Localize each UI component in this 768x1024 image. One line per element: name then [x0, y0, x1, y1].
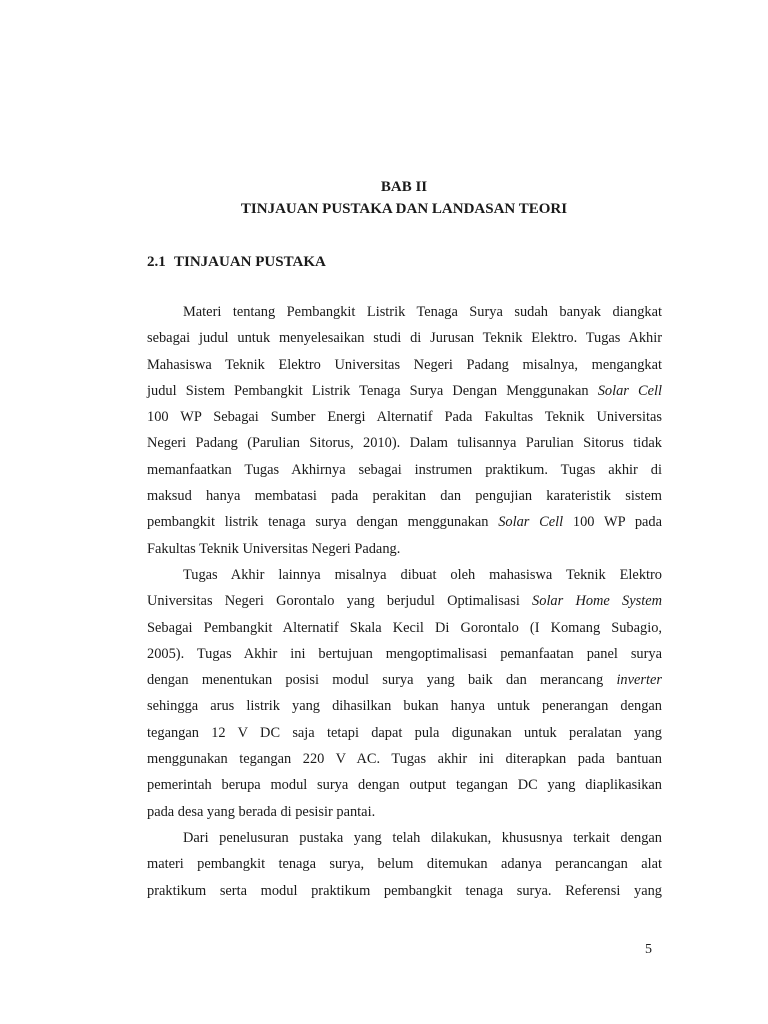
text-segment: maksud hanya membatasi pada perakitan dan pengujian karateristik sistem [147, 488, 662, 505]
text-line [147, 825, 662, 851]
text-segment: Negeri Padang (Parulian Sitorus, 2010). Dalam tulisannya Parulian Sitorus tidak [147, 435, 662, 452]
text-line [147, 483, 662, 509]
text-line [147, 693, 662, 719]
text-line [147, 746, 662, 772]
italic-term: inverter [616, 672, 662, 689]
text-line [147, 772, 662, 798]
text-line [147, 457, 662, 483]
text-segment: dengan menentukan posisi modul surya yang baik dan merancang [147, 672, 617, 689]
chapter-title: TINJAUAN PUSTAKA DAN LANDASAN TEORI [240, 201, 568, 217]
text-segment: tegangan 12 V DC saja tetapi dapat pula digunakan untuk peralatan yang [147, 724, 662, 741]
text-line [147, 562, 662, 588]
text-segment: Dari penelusuran pustaka yang telah dilakukan, khususnya terkait dengan [183, 829, 662, 846]
text-segment: Tugas Akhir lainnya misalnya dibuat oleh mahasiswa Teknik Elektro [183, 566, 662, 583]
italic-term: Solar Cell [498, 514, 564, 531]
text-line [147, 851, 662, 877]
text-segment: pada desa yang berada di pesisir pantai. [147, 803, 376, 820]
section-number: 2.1 [147, 254, 166, 270]
text-segment: pemerintah berupa modul surya dengan output tegangan DC yang diaplikasikan [147, 777, 662, 794]
paragraph [147, 562, 662, 825]
text-line [147, 404, 662, 430]
text-line [147, 878, 662, 904]
text-segment: 2005). Tugas Akhir ini bertujuan mengoptimalisasi pemanfaatan panel surya [147, 645, 662, 662]
text-line [147, 720, 662, 746]
text-line [147, 352, 662, 378]
section-heading [147, 253, 326, 271]
text-line [147, 615, 662, 641]
text-line [147, 509, 662, 535]
text-segment: judul Sistem Pembangkit Listrik Tenaga Surya Dengan Menggunakan [147, 382, 598, 399]
section-title: TINJAUAN PUSTAKA [174, 254, 326, 270]
text-segment: 100 WP pada [563, 514, 663, 531]
text-segment: Sebagai Pembangkit Alternatif Skala Kecil Di Gorontalo (I Komang Subagio, [147, 619, 662, 636]
italic-term: Solar Cell [597, 382, 662, 399]
text-segment: Mahasiswa Teknik Elektro Universitas Negeri Padang misalnya, mengangkat [147, 356, 662, 373]
chapter-label: BAB II [380, 179, 428, 195]
text-segment: materi pembangkit tenaga surya, belum ditemukan adanya perancangan alat [147, 856, 662, 873]
text-segment: sehingga arus listrik yang dihasilkan bukan hanya untuk penerangan dengan [147, 698, 662, 715]
text-line [147, 641, 662, 667]
text-line [147, 588, 662, 614]
text-line [147, 325, 662, 351]
italic-term: Solar Home System [532, 593, 662, 610]
text-segment: pembangkit listrik tenaga surya dengan menggunakan [147, 514, 499, 531]
text-line [147, 378, 662, 404]
text-segment: praktikum serta modul praktikum pembangkit tenaga surya. Referensi yang [147, 882, 662, 899]
body-text [147, 299, 662, 904]
text-line [147, 536, 662, 562]
text-segment: menggunakan tegangan 220 V AC. Tugas akhir ini diterapkan pada bantuan [147, 751, 662, 768]
paragraph [147, 299, 662, 562]
text-line [147, 799, 662, 825]
text-segment: Fakultas Teknik Universitas Negeri Padang. [147, 540, 401, 557]
text-line [147, 430, 662, 456]
text-segment: memanfaatkan Tugas Akhirnya sebagai instrumen praktikum. Tugas akhir di [147, 461, 662, 478]
text-segment: Universitas Negeri Gorontalo yang berjudul Optimalisasi [147, 593, 533, 610]
paragraph [147, 825, 662, 904]
text-segment: sebagai judul untuk menyelesaikan studi di Jurusan Teknik Elektro. Tugas Akhir [147, 330, 662, 347]
text-segment: Materi tentang Pembangkit Listrik Tenaga Surya sudah banyak diangkat [183, 304, 662, 320]
text-segment: 100 WP Sebagai Sumber Energi Alternatif Pada Fakultas Teknik Universitas [147, 409, 662, 426]
text-line [147, 299, 662, 325]
page-number: 5 [645, 942, 652, 957]
text-line [147, 667, 662, 693]
